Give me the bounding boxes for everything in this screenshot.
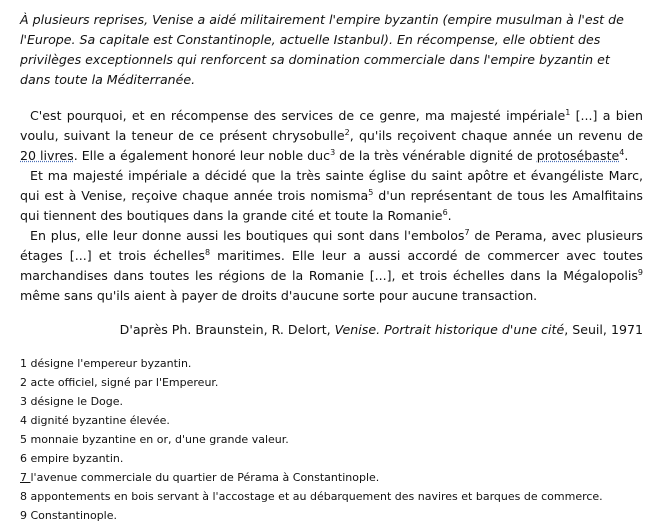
footnote-ref-9: 9 xyxy=(637,268,643,277)
source-work-title: Venise. Portrait historique d'une cité xyxy=(334,322,565,337)
p3-text-b: de Perama, avec plusieurs étages [...] et trois échelles xyxy=(20,228,643,263)
p3-text-a: En plus, elle leur donne aussi les boutiques qui sont dans l'embolos xyxy=(30,228,465,243)
footnote-ref-6: 6 xyxy=(442,208,448,217)
p1-text-a: C'est pourquoi, et en récompense des services de ce genre, ma majesté impériale xyxy=(30,108,566,123)
footnotes-list xyxy=(20,354,643,525)
paragraph-2 xyxy=(20,166,643,226)
footnote-9: 9 Constantinople. xyxy=(20,509,118,522)
paragraph-3 xyxy=(20,226,643,306)
footnote-ref-3: 3 xyxy=(330,148,336,157)
footnote-6: 6 empire byzantin. xyxy=(20,452,124,465)
footnote-7-number: 7 xyxy=(20,471,31,484)
footnote-7-text: l'avenue commerciale du quartier de Pérama à Constantinople. xyxy=(30,471,380,484)
p2-text-c: . xyxy=(447,208,452,223)
footnote-8: 8 appontements en bois servant à l'accostage et au débarquement des navires et barques de commerce. xyxy=(20,490,603,503)
footnote-4: 4 dignité byzantine élevée. xyxy=(20,414,170,427)
p1-text-e: de la très vénérable dignité de xyxy=(335,148,537,163)
p3-text-d: même sans qu'ils aient à payer de droits d'aucune sorte pour aucune transaction. xyxy=(20,288,538,303)
footnote-3: 3 désigne le Doge. xyxy=(20,395,124,408)
p2-text-b: d'un représentant de tous les Amalfitains qui tiennent des boutiques dans la grande cité et toute la xyxy=(20,188,643,223)
main-text xyxy=(20,106,643,306)
source-citation xyxy=(20,320,643,340)
intro-paragraph: À plusieurs reprises, Venise a aidé militairement l'empire byzantin (empire musulman à l'est de l'Europe. Sa capitale est Constantinople, actuelle Istanbul). En récompense, elle obtient des privilèges exceptionnels qui renforcent sa domination commerciale dans l'empire byzantin et dans toute la Méditerranée. xyxy=(20,12,624,87)
footnote-ref-2: 2 xyxy=(344,128,350,137)
footnote-ref-4: 4 xyxy=(619,148,625,157)
protosebaste-word: protosébaste xyxy=(536,148,620,163)
footnote-5: 5 monnaie byzantine en or, d'une grande valeur. xyxy=(20,433,289,446)
p1-text-b: [...] a bien voulu, suivant la teneur de ce présent chrysobulle xyxy=(20,108,643,143)
source-authors: D'après Ph. Braunstein, R. Delort, xyxy=(119,322,335,337)
footnote-ref-1: 1 xyxy=(565,108,571,117)
p2-text-a: Et ma majesté impériale a décidé que la très sainte église du saint apôtre et évangéliste Marc, qui est à Venise, reçoive chaque année trois nomisma xyxy=(20,168,643,203)
footnote-7 xyxy=(20,468,643,487)
paragraph-1 xyxy=(20,106,643,166)
p3-text-c: maritimes. Elle leur a aussi accordé de commercer avec toutes marchandises dans toutes les régions de la Romanie [...], et trois échelles dans la Mégalopolis xyxy=(20,248,643,283)
footnote-ref-5: 5 xyxy=(368,188,374,197)
p1-text-d: . Elle a également honoré leur noble duc xyxy=(73,148,331,163)
footnote-ref-8: 8 xyxy=(204,248,211,257)
footnote-2: 2 acte officiel, signé par l'Empereur. xyxy=(20,376,219,389)
p1-text-c: , qu'ils reçoivent chaque année un revenu de xyxy=(349,128,643,143)
amount-20-livres: 20 livres xyxy=(20,148,74,163)
footnote-1: 1 désigne l'empereur byzantin. xyxy=(20,357,192,370)
footnote-ref-7: 7 xyxy=(464,228,470,237)
p1-text-f: . xyxy=(624,148,629,163)
romanie-word: Romanie xyxy=(387,208,443,223)
source-publisher: , Seuil, 1971 xyxy=(564,322,643,337)
